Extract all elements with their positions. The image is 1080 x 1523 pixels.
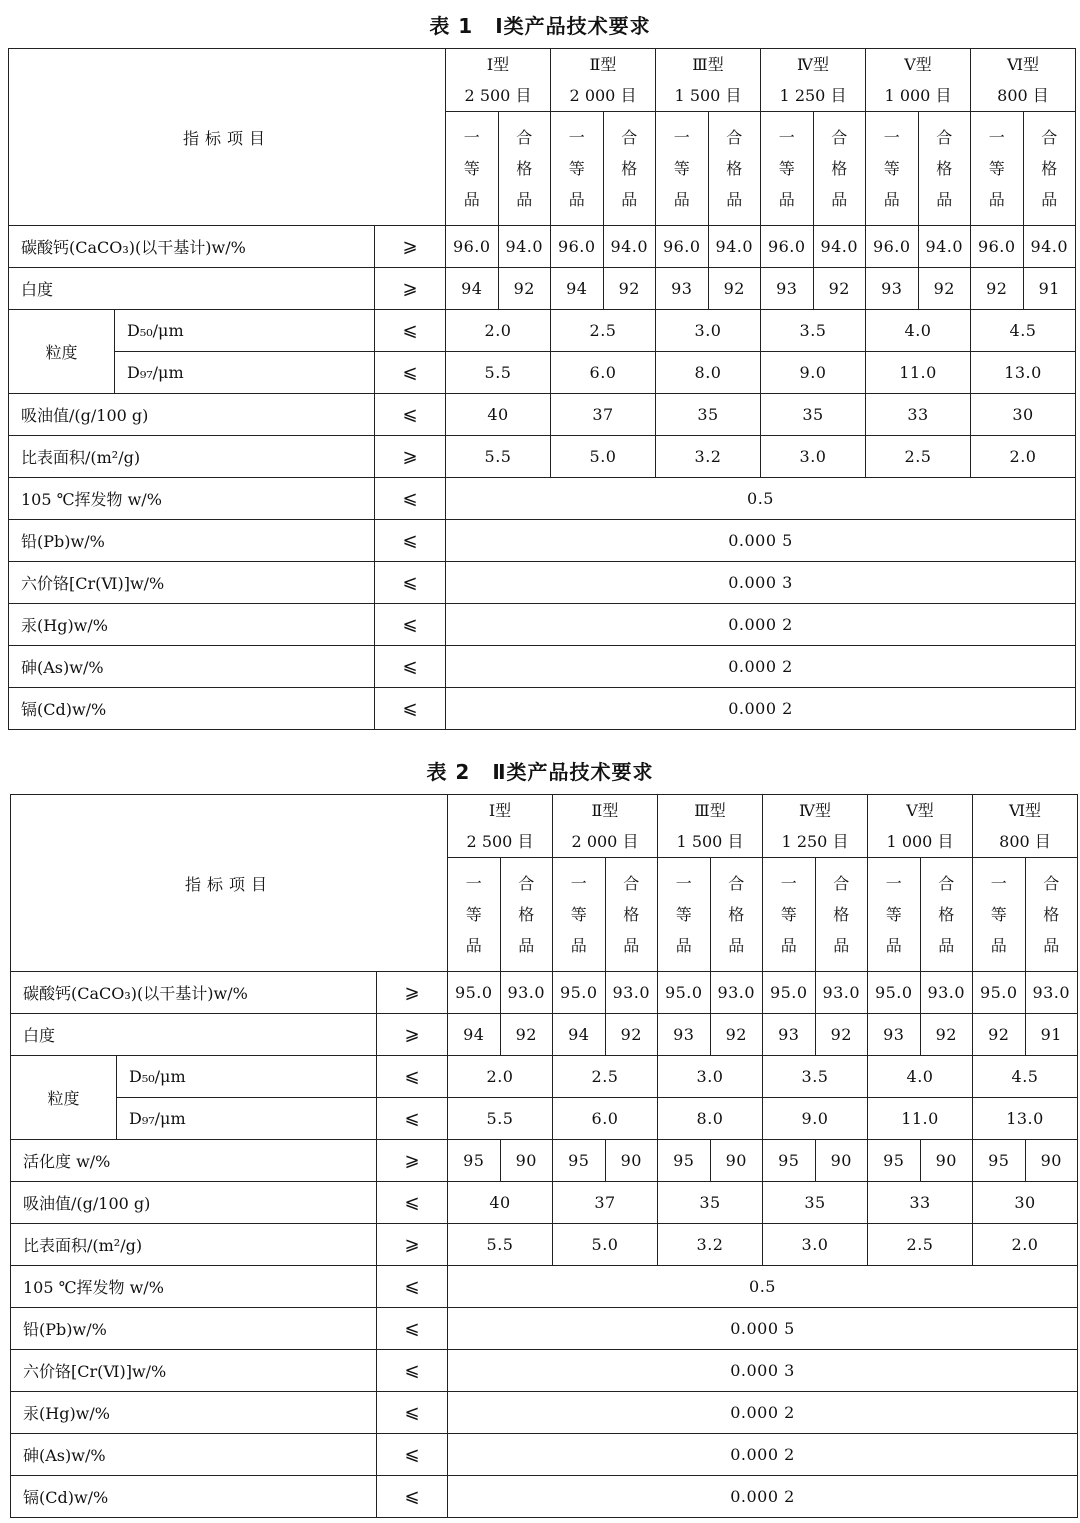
cell-value: 95.0 xyxy=(973,972,1026,1014)
cell-value: 2.5 xyxy=(553,1056,658,1098)
cell-value: 92 xyxy=(815,1014,868,1056)
inequality-sign: ⩽ xyxy=(377,1308,448,1350)
cell-value: 92 xyxy=(918,268,971,310)
cell-value: 90 xyxy=(815,1140,868,1182)
type-header xyxy=(761,49,866,112)
cell-value: 30 xyxy=(971,394,1076,436)
table-2-caption xyxy=(0,756,1080,785)
table-1-caption xyxy=(0,10,1080,39)
inequality-sign: ⩾ xyxy=(377,1224,448,1266)
cell-value: 94 xyxy=(551,268,604,310)
grade-first: 一 等 品 xyxy=(448,858,501,972)
row-label: 汞(Hg)w/% xyxy=(11,1392,377,1434)
row-label: 活化度 w/% xyxy=(11,1140,377,1182)
grade-qualified: 合 格 品 xyxy=(1023,112,1076,226)
cell-value: 93 xyxy=(658,1014,711,1056)
cell-value: 35 xyxy=(763,1182,868,1224)
cell-value: 2.5 xyxy=(868,1224,973,1266)
row-label: 汞(Hg)w/% xyxy=(9,604,375,646)
inequality-sign: ⩾ xyxy=(375,226,446,268)
grade-qualified: 合 格 品 xyxy=(603,112,656,226)
type-mesh: 1 500 目 xyxy=(676,832,744,851)
cell-value: 90 xyxy=(500,1140,553,1182)
type-name: Ⅴ型 xyxy=(904,55,932,74)
type-mesh: 2 000 目 xyxy=(571,832,639,851)
inequality-sign: ⩽ xyxy=(375,562,446,604)
cell-value: 94.0 xyxy=(1023,226,1076,268)
cell-value: 8.0 xyxy=(658,1098,763,1140)
inequality-sign: ⩽ xyxy=(375,310,446,352)
cell-value: 92 xyxy=(813,268,866,310)
cell-value: 93.0 xyxy=(710,972,763,1014)
cell-value: 40 xyxy=(446,394,551,436)
type-name: Ⅵ型 xyxy=(1006,55,1040,74)
cell-value: 9.0 xyxy=(761,352,866,394)
cell-value: 95 xyxy=(973,1140,1026,1182)
type-mesh: 1 500 目 xyxy=(674,86,742,105)
type-header xyxy=(868,795,973,858)
type-header xyxy=(658,795,763,858)
grade-first: 一 等 品 xyxy=(658,858,711,972)
cell-value: 5.5 xyxy=(448,1224,553,1266)
row-label: 六价铬[Cr(Ⅵ)]w/% xyxy=(11,1350,377,1392)
indicator-header: 指标项目 xyxy=(9,49,446,226)
cell-value: 4.5 xyxy=(971,310,1076,352)
grade-first: 一 等 品 xyxy=(761,112,814,226)
cell-value: 92 xyxy=(500,1014,553,1056)
cell-value: 2.0 xyxy=(448,1056,553,1098)
cell-value: 37 xyxy=(551,394,656,436)
cell-value: 2.5 xyxy=(866,436,971,478)
grade-first: 一 等 品 xyxy=(446,112,499,226)
row-label: 砷(As)w/% xyxy=(9,646,375,688)
cell-value: 96.0 xyxy=(656,226,709,268)
grade-first: 一 等 品 xyxy=(866,112,919,226)
cell-value: 93.0 xyxy=(920,972,973,1014)
row-label: 碳酸钙(CaCO₃)(以干基计)w/% xyxy=(11,972,377,1014)
cell-value: 94 xyxy=(553,1014,606,1056)
type-header xyxy=(763,795,868,858)
row-label: 白度 xyxy=(9,268,375,310)
cell-value: 90 xyxy=(1025,1140,1078,1182)
cell-value: 8.0 xyxy=(656,352,761,394)
grade-qualified: 合 格 品 xyxy=(815,858,868,972)
cell-value: 2.0 xyxy=(973,1224,1078,1266)
type-name: Ⅵ型 xyxy=(1008,801,1042,820)
cell-value: 92 xyxy=(710,1014,763,1056)
cell-value: 95 xyxy=(553,1140,606,1182)
type-name: Ⅲ型 xyxy=(694,801,726,820)
row-label: 105 ℃挥发物 w/% xyxy=(9,478,375,520)
inequality-sign: ⩽ xyxy=(375,478,446,520)
table-2-title: Ⅱ类产品技术要求 xyxy=(492,760,654,784)
cell-value: 5.5 xyxy=(446,436,551,478)
cell-value: 5.5 xyxy=(448,1098,553,1140)
cell-value: 33 xyxy=(868,1182,973,1224)
cell-value: 0.000 2 xyxy=(448,1476,1078,1518)
cell-value: 95.0 xyxy=(553,972,606,1014)
grade-qualified: 合 格 品 xyxy=(1025,858,1078,972)
cell-value: 2.0 xyxy=(971,436,1076,478)
cell-value: 13.0 xyxy=(971,352,1076,394)
cell-value: 93.0 xyxy=(605,972,658,1014)
grade-qualified: 合 格 品 xyxy=(500,858,553,972)
grade-first: 一 等 品 xyxy=(551,112,604,226)
grade-qualified: 合 格 品 xyxy=(708,112,761,226)
cell-value: 30 xyxy=(973,1182,1078,1224)
row-label: 镉(Cd)w/% xyxy=(11,1476,377,1518)
inequality-sign: ⩽ xyxy=(377,1434,448,1476)
inequality-sign: ⩽ xyxy=(377,1350,448,1392)
cell-value: 96.0 xyxy=(866,226,919,268)
row-label: 碳酸钙(CaCO₃)(以干基计)w/% xyxy=(9,226,375,268)
grade-first: 一 等 品 xyxy=(553,858,606,972)
type-mesh: 1 250 目 xyxy=(779,86,847,105)
table-1-number: 表 1 xyxy=(429,14,474,38)
cell-value: 2.5 xyxy=(551,310,656,352)
type-name: Ⅴ型 xyxy=(906,801,934,820)
cell-value: 92 xyxy=(971,268,1024,310)
row-label: 白度 xyxy=(11,1014,377,1056)
cell-value: 91 xyxy=(1025,1014,1078,1056)
cell-value: 0.000 2 xyxy=(448,1434,1078,1476)
cell-value: 94.0 xyxy=(498,226,551,268)
cell-value: 0.000 2 xyxy=(446,646,1076,688)
row-label: D₅₀/μm xyxy=(115,310,375,352)
type-mesh: 800 目 xyxy=(999,832,1051,851)
cell-value: 95 xyxy=(658,1140,711,1182)
row-label: 铅(Pb)w/% xyxy=(9,520,375,562)
row-label: D₉₇/μm xyxy=(117,1098,377,1140)
inequality-sign: ⩽ xyxy=(375,604,446,646)
cell-value: 35 xyxy=(761,394,866,436)
cell-value: 6.0 xyxy=(551,352,656,394)
cell-value: 90 xyxy=(710,1140,763,1182)
particle-size-group: 粒度 xyxy=(11,1056,117,1140)
cell-value: 5.5 xyxy=(446,352,551,394)
cell-value: 90 xyxy=(920,1140,973,1182)
spec-table-1 xyxy=(8,48,1076,730)
type-name: Ⅳ型 xyxy=(799,801,831,820)
cell-value: 35 xyxy=(656,394,761,436)
cell-value: 4.5 xyxy=(973,1056,1078,1098)
row-label: 吸油值/(g/100 g) xyxy=(11,1182,377,1224)
inequality-sign: ⩽ xyxy=(375,688,446,730)
cell-value: 93.0 xyxy=(500,972,553,1014)
cell-value: 11.0 xyxy=(866,352,971,394)
type-name: Ⅱ型 xyxy=(591,801,619,820)
cell-value: 95 xyxy=(868,1140,921,1182)
grade-first: 一 等 品 xyxy=(973,858,1026,972)
grade-qualified: 合 格 品 xyxy=(498,112,551,226)
cell-value: 3.2 xyxy=(658,1224,763,1266)
cell-value: 3.2 xyxy=(656,436,761,478)
type-mesh: 800 目 xyxy=(997,86,1049,105)
cell-value: 94 xyxy=(446,268,499,310)
grade-qualified: 合 格 品 xyxy=(710,858,763,972)
type-header xyxy=(446,49,551,112)
cell-value: 0.000 2 xyxy=(446,688,1076,730)
cell-value: 4.0 xyxy=(868,1056,973,1098)
row-label: 比表面积/(m²/g) xyxy=(9,436,375,478)
cell-value: 35 xyxy=(658,1182,763,1224)
table-1-title: Ⅰ类产品技术要求 xyxy=(495,14,651,38)
cell-value: 3.0 xyxy=(658,1056,763,1098)
cell-value: 3.0 xyxy=(656,310,761,352)
inequality-sign: ⩽ xyxy=(375,352,446,394)
row-label: 105 ℃挥发物 w/% xyxy=(11,1266,377,1308)
inequality-sign: ⩽ xyxy=(377,1056,448,1098)
grade-qualified: 合 格 品 xyxy=(918,112,971,226)
cell-value: 93 xyxy=(763,1014,816,1056)
inequality-sign: ⩽ xyxy=(377,1266,448,1308)
cell-value: 91 xyxy=(1023,268,1076,310)
cell-value: 93 xyxy=(868,1014,921,1056)
indicator-header: 指标项目 xyxy=(11,795,448,972)
grade-qualified: 合 格 品 xyxy=(605,858,658,972)
row-label: 镉(Cd)w/% xyxy=(9,688,375,730)
cell-value: 40 xyxy=(448,1182,553,1224)
cell-value: 96.0 xyxy=(761,226,814,268)
cell-value: 5.0 xyxy=(551,436,656,478)
inequality-sign: ⩾ xyxy=(375,268,446,310)
cell-value: 0.000 5 xyxy=(446,520,1076,562)
cell-value: 0.000 3 xyxy=(448,1350,1078,1392)
cell-value: 90 xyxy=(605,1140,658,1182)
grade-first: 一 等 品 xyxy=(971,112,1024,226)
cell-value: 33 xyxy=(866,394,971,436)
cell-value: 94 xyxy=(448,1014,501,1056)
cell-value: 0.5 xyxy=(448,1266,1078,1308)
table-2-number: 表 2 xyxy=(426,760,471,784)
row-label: 比表面积/(m²/g) xyxy=(11,1224,377,1266)
cell-value: 92 xyxy=(973,1014,1026,1056)
cell-value: 96.0 xyxy=(551,226,604,268)
cell-value: 5.0 xyxy=(553,1224,658,1266)
cell-value: 94.0 xyxy=(603,226,656,268)
cell-value: 94.0 xyxy=(708,226,761,268)
cell-value: 92 xyxy=(920,1014,973,1056)
cell-value: 0.000 2 xyxy=(448,1392,1078,1434)
cell-value: 3.0 xyxy=(763,1224,868,1266)
cell-value: 95 xyxy=(763,1140,816,1182)
cell-value: 92 xyxy=(603,268,656,310)
cell-value: 4.0 xyxy=(866,310,971,352)
inequality-sign: ⩾ xyxy=(377,1140,448,1182)
cell-value: 13.0 xyxy=(973,1098,1078,1140)
type-header xyxy=(971,49,1076,112)
cell-value: 9.0 xyxy=(763,1098,868,1140)
inequality-sign: ⩽ xyxy=(377,1098,448,1140)
grade-first: 一 等 品 xyxy=(868,858,921,972)
cell-value: 0.000 2 xyxy=(446,604,1076,646)
row-label: D₉₇/μm xyxy=(115,352,375,394)
cell-value: 92 xyxy=(498,268,551,310)
cell-value: 94.0 xyxy=(918,226,971,268)
cell-value: 0.000 5 xyxy=(448,1308,1078,1350)
grade-first: 一 等 品 xyxy=(763,858,816,972)
cell-value: 6.0 xyxy=(553,1098,658,1140)
type-mesh: 1 000 目 xyxy=(884,86,952,105)
inequality-sign: ⩽ xyxy=(377,1182,448,1224)
cell-value: 95.0 xyxy=(658,972,711,1014)
cell-value: 93 xyxy=(656,268,709,310)
type-header xyxy=(551,49,656,112)
cell-value: 11.0 xyxy=(868,1098,973,1140)
cell-value: 2.0 xyxy=(446,310,551,352)
inequality-sign: ⩾ xyxy=(377,972,448,1014)
type-header xyxy=(553,795,658,858)
cell-value: 3.5 xyxy=(761,310,866,352)
cell-value: 92 xyxy=(605,1014,658,1056)
type-mesh: 1 250 目 xyxy=(781,832,849,851)
cell-value: 93.0 xyxy=(1025,972,1078,1014)
cell-value: 96.0 xyxy=(971,226,1024,268)
cell-value: 96.0 xyxy=(446,226,499,268)
type-name: Ⅱ型 xyxy=(589,55,617,74)
type-name: Ⅳ型 xyxy=(797,55,829,74)
type-name: Ⅲ型 xyxy=(692,55,724,74)
cell-value: 95.0 xyxy=(763,972,816,1014)
type-name: Ⅰ型 xyxy=(488,801,512,820)
cell-value: 0.000 3 xyxy=(446,562,1076,604)
cell-value: 93 xyxy=(866,268,919,310)
cell-value: 92 xyxy=(708,268,761,310)
inequality-sign: ⩽ xyxy=(375,394,446,436)
inequality-sign: ⩾ xyxy=(375,436,446,478)
type-name: Ⅰ型 xyxy=(486,55,510,74)
cell-value: 3.5 xyxy=(763,1056,868,1098)
type-mesh: 2 500 目 xyxy=(466,832,534,851)
grade-first: 一 等 品 xyxy=(656,112,709,226)
cell-value: 94.0 xyxy=(813,226,866,268)
particle-size-group: 粒度 xyxy=(9,310,115,394)
cell-value: 93.0 xyxy=(815,972,868,1014)
inequality-sign: ⩽ xyxy=(377,1476,448,1518)
row-label: 吸油值/(g/100 g) xyxy=(9,394,375,436)
type-header xyxy=(973,795,1078,858)
cell-value: 0.5 xyxy=(446,478,1076,520)
row-label: 砷(As)w/% xyxy=(11,1434,377,1476)
cell-value: 95 xyxy=(448,1140,501,1182)
type-header xyxy=(866,49,971,112)
grade-qualified: 合 格 品 xyxy=(813,112,866,226)
inequality-sign: ⩽ xyxy=(375,646,446,688)
row-label: 铅(Pb)w/% xyxy=(11,1308,377,1350)
type-header xyxy=(656,49,761,112)
type-header xyxy=(448,795,553,858)
cell-value: 95.0 xyxy=(868,972,921,1014)
cell-value: 37 xyxy=(553,1182,658,1224)
inequality-sign: ⩽ xyxy=(377,1392,448,1434)
inequality-sign: ⩽ xyxy=(375,520,446,562)
type-mesh: 2 000 目 xyxy=(569,86,637,105)
inequality-sign: ⩾ xyxy=(377,1014,448,1056)
grade-qualified: 合 格 品 xyxy=(920,858,973,972)
cell-value: 95.0 xyxy=(448,972,501,1014)
type-mesh: 1 000 目 xyxy=(886,832,954,851)
cell-value: 93 xyxy=(761,268,814,310)
cell-value: 3.0 xyxy=(761,436,866,478)
spec-table-2 xyxy=(10,794,1078,1518)
row-label: D₅₀/μm xyxy=(117,1056,377,1098)
type-mesh: 2 500 目 xyxy=(464,86,532,105)
row-label: 六价铬[Cr(Ⅵ)]w/% xyxy=(9,562,375,604)
